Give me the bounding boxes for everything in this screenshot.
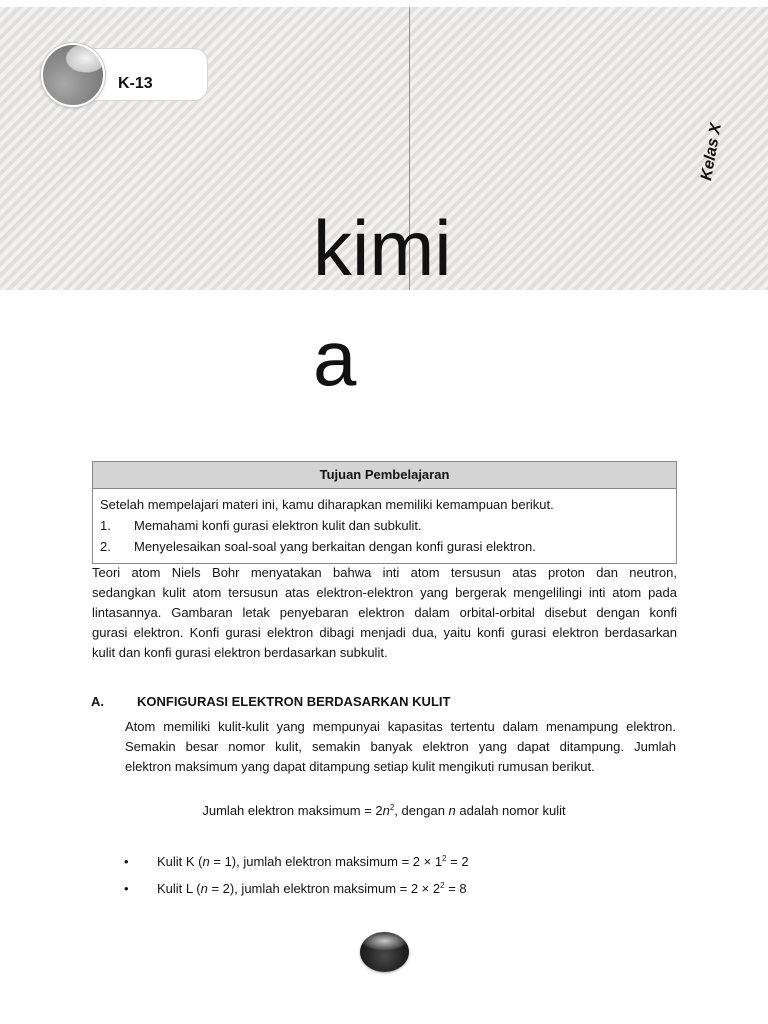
list-item-variable: n (200, 881, 208, 896)
bullet-icon: • (124, 854, 129, 869)
learning-objectives-title: Tujuan Pembelajaran (93, 462, 676, 489)
formula-tail: adalah nomor kulit (455, 803, 566, 818)
list-item (124, 879, 469, 899)
list-item-text (157, 879, 467, 899)
section-number: A. (91, 694, 104, 709)
list-item-text-pre: Kulit K ( (157, 854, 203, 869)
formula (0, 801, 768, 821)
page-number-ornament (360, 932, 409, 972)
bullet-icon: • (124, 881, 129, 896)
paragraph-line: Atom memiliki kulit-kulit yang mempunyai kapasitas tertentu dalam menampung elektron. (125, 719, 676, 734)
objective-text: Menyelesaikan soal-soal yang berkaitan dengan konfi gurasi elektron. (134, 539, 536, 554)
paragraph-line: elektron maksimum yang dapat ditampung setiap kulit mengikuti rumusan berikut. (125, 759, 595, 774)
list-item-text-mid: = 1), jumlah elektron maksimum = 2 × 1 (209, 854, 443, 869)
paragraph-line: sedangkan kulit atom tersusun atas elektron-elektron yang bergerak mengelilingi inti atom pada (92, 585, 677, 600)
section-heading (91, 692, 450, 712)
subject-title-continued: a (313, 314, 357, 402)
paragraph-line: kulit dan konfi gurasi elektron berdasarkan subkulit. (92, 645, 388, 660)
list-item-text-post: = 8 (444, 881, 467, 896)
formula-exponent: 2 (389, 803, 395, 812)
objective-number: 2. (100, 539, 111, 554)
list-item-text-post: = 2 (446, 854, 469, 869)
grade-label: Kelas X (698, 121, 725, 182)
learning-objectives-body (93, 489, 676, 563)
learning-objectives-box (92, 461, 677, 564)
formula-variable: n (448, 803, 456, 818)
list-item (124, 852, 469, 872)
paragraph-line: lintasannya. Gambaran letak penyebaran elektron dalam orbital-orbital disebut dengan konfi (92, 605, 677, 620)
curriculum-label: K-13 (118, 75, 153, 92)
objective-item (100, 536, 668, 557)
paragraph-line: Teori atom Niels Bohr menyatakan bahwa inti atom tersusun atas proton dan neutron, (92, 565, 677, 580)
learning-objectives-intro: Setelah mempelajari materi ini, kamu diharapkan memiliki kemampuan berikut. (100, 497, 554, 512)
formula-middle: , dengan (394, 803, 449, 818)
list-item-exponent: 2 (440, 881, 445, 890)
sphere-icon (41, 43, 105, 107)
objective-number: 1. (100, 518, 111, 533)
objective-text: Memahami konfi gurasi elektron kulit dan subkulit. (134, 518, 422, 533)
list-item-variable: n (202, 854, 210, 869)
formula-lead: Jumlah elektron maksimum = 2 (202, 803, 383, 818)
section-title: KONFIGURASI ELEKTRON BERDASARKAN KULIT (137, 694, 451, 709)
objective-item (100, 515, 668, 536)
paragraph-line: Semakin besar nomor kulit, semakin banyak elektron yang dapat ditampung. Jumlah (125, 739, 676, 754)
list-item-text-mid: = 2), jumlah elektron maksimum = 2 × 2 (207, 881, 441, 896)
subject-title: kimi (313, 204, 452, 292)
list-item-exponent: 2 (442, 854, 447, 863)
list-item-text-pre: Kulit L ( (157, 881, 201, 896)
bullet-list (124, 852, 469, 906)
paragraph-line: gurasi elektron. Konfi gurasi elektron dibagi menjadi dua, yaitu konfi gurasi elektron berdasarkan (92, 625, 677, 640)
formula-variable: n (382, 803, 390, 818)
intro-paragraph (92, 563, 677, 663)
list-item-text (157, 852, 469, 872)
section-paragraph (125, 717, 676, 777)
